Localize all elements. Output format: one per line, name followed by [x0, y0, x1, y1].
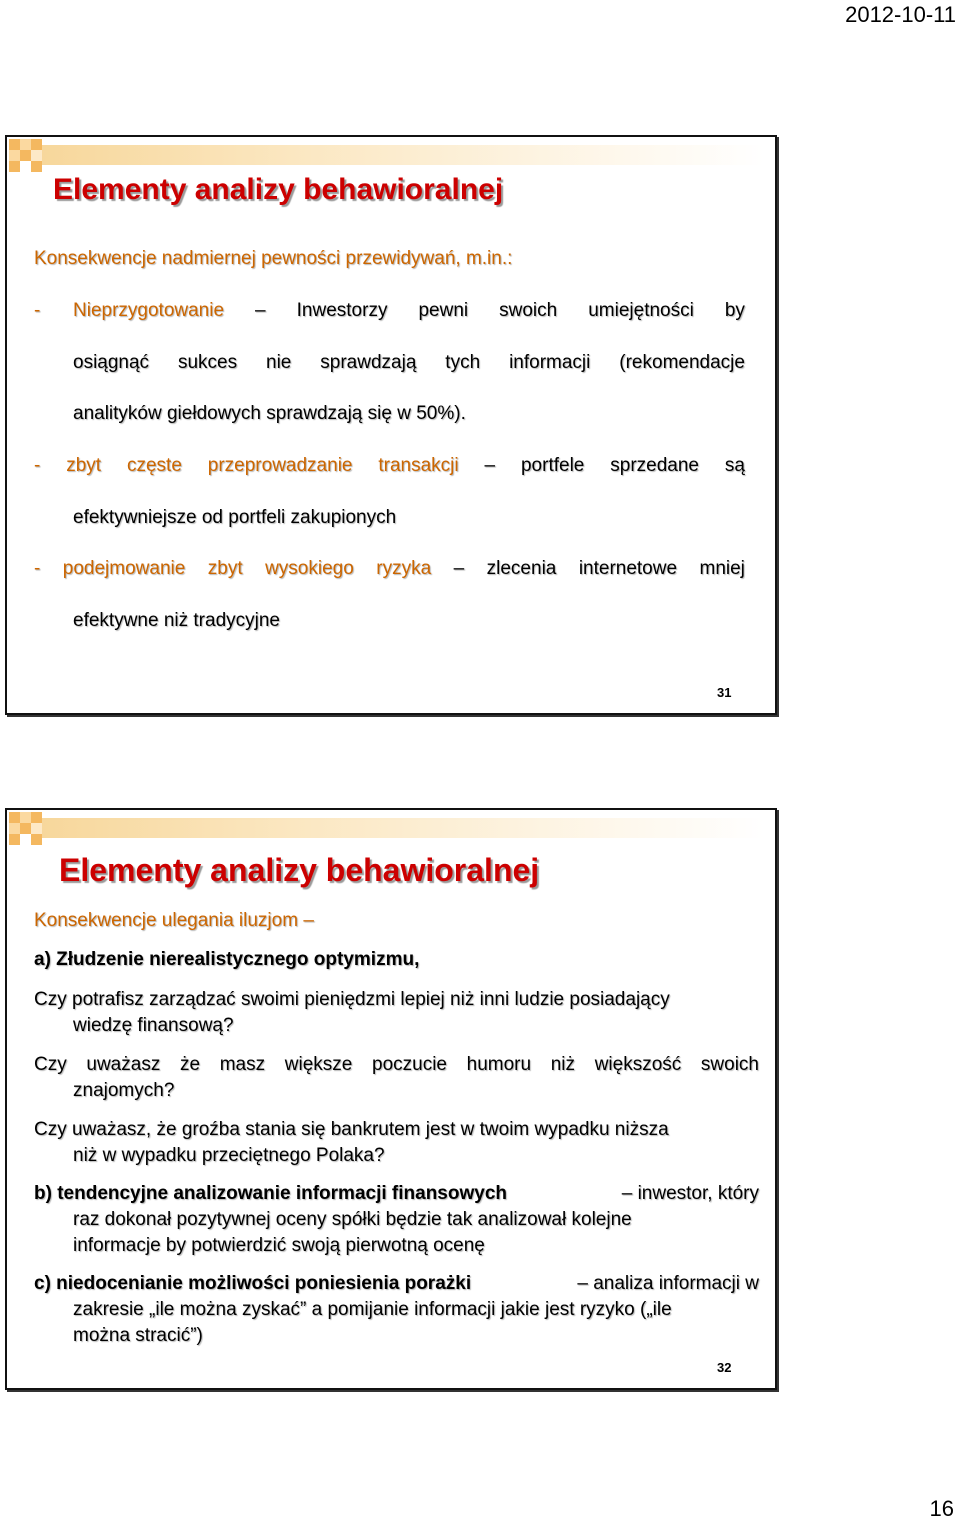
slide-31 — [5, 135, 777, 715]
item-separator: – — [255, 300, 266, 321]
word: umiejętności — [588, 300, 694, 321]
word: że — [179, 1054, 201, 1075]
word: nie — [266, 352, 292, 373]
word: podejmowanie — [62, 558, 186, 579]
word: Czy — [34, 1054, 67, 1075]
slide-title: Elementy analizy behawioralnej — [53, 173, 504, 206]
word: niż — [550, 1054, 576, 1075]
word: portfele — [520, 455, 585, 476]
word: są — [724, 455, 745, 476]
section-c-text: – analiza informacji w — [577, 1273, 759, 1294]
question-3 — [34, 1117, 759, 1169]
question-line: wiedzę finansową? — [73, 1015, 234, 1036]
bullet-dash: - — [34, 455, 41, 476]
question-1 — [34, 987, 759, 1039]
slide-subtitle: Konsekwencje nadmiernej pewności przewidywań, m.in.: — [34, 248, 513, 269]
question-line: Czy uważasz, że groźba stania się bankrutem jest w twoim wypadku niższa — [34, 1119, 669, 1140]
word: większe — [284, 1054, 353, 1075]
bullet-dash: - — [34, 300, 41, 321]
word: zbyt — [66, 455, 102, 476]
section-b-line: informacje by potwierdzić swoją pierwotną ocenę — [73, 1235, 485, 1256]
word: przeprowadzanie — [207, 455, 353, 476]
word: Inwestorzy — [296, 300, 388, 321]
word: większość — [594, 1054, 682, 1075]
question-line: niż w wypadku przeciętnego Polaka? — [73, 1145, 385, 1166]
slide-number: 32 — [717, 1360, 732, 1375]
page-number: 16 — [929, 1496, 954, 1521]
item-text-line: analityków giełdowych sprawdzają się w 50%). — [73, 403, 466, 424]
word: ryzyka — [376, 558, 432, 579]
word: swoich — [700, 1054, 759, 1075]
item-separator: – — [453, 558, 465, 579]
question-line: znajomych? — [73, 1080, 175, 1101]
word: zbyt — [207, 558, 243, 579]
word: wysokiego — [265, 558, 354, 579]
word: zlecenia — [486, 558, 557, 579]
word: informacji — [509, 352, 591, 373]
word: (rekomendacje — [619, 352, 745, 373]
item-separator: – — [484, 455, 496, 476]
question-2 — [34, 1052, 759, 1104]
section-b-label: b) tendencyjne analizowanie informacji finansowych — [34, 1183, 507, 1204]
word: uważasz — [86, 1054, 161, 1075]
word: pewni — [418, 300, 469, 321]
question-line: Czy potrafisz zarządzać swoimi pieniędzmi lepiej niż inni ludzie posiadający — [34, 989, 670, 1010]
section-c-line: można stracić”) — [73, 1325, 203, 1346]
word: transakcji — [378, 455, 459, 476]
word: internetowe — [578, 558, 678, 579]
slide-subtitle: Konsekwencje ulegania iluzjom – — [34, 910, 314, 931]
section-c-label: c) niedocenianie możliwości poniesienia porażki — [34, 1273, 472, 1294]
word: masz — [219, 1054, 266, 1075]
slide-number: 31 — [717, 685, 732, 700]
section-c — [34, 1271, 759, 1349]
word: tych — [445, 352, 481, 373]
word: sukces — [177, 352, 238, 373]
word: humoru — [466, 1054, 532, 1075]
word: sprzedane — [610, 455, 699, 476]
section-c-line: zakresie „ile można zyskać” a pomijanie informacji jakie jest ryzyko („ile — [73, 1299, 672, 1320]
bullet-dash: - — [34, 558, 41, 579]
word: poczucie — [372, 1054, 447, 1075]
slide-32 — [5, 808, 777, 1390]
page-date: 2012-10-11 — [845, 2, 956, 27]
section-b-text: – inwestor, który — [621, 1183, 759, 1204]
item-term: Nieprzygotowanie — [73, 300, 225, 321]
section-b — [34, 1181, 759, 1259]
word: mniej — [699, 558, 745, 579]
word: sprawdzają — [320, 352, 417, 373]
section-b-line: raz dokonał pozytywnej oceny spółki będzie tak analizował kolejne — [73, 1209, 632, 1230]
word: by — [724, 300, 745, 321]
word: częste — [126, 455, 182, 476]
corner-decoration — [9, 812, 769, 852]
section-a-heading: a) Złudzenie nierealistycznego optymizmu, — [34, 949, 420, 970]
word: swoich — [499, 300, 558, 321]
question-line — [34, 1052, 759, 1078]
item-text-line: efektywniejsze od portfeli zakupionych — [73, 507, 397, 528]
slide-title: Elementy analizy behawioralnej — [59, 852, 540, 888]
word: osiągnąć — [73, 352, 150, 373]
item-text-line: efektywne niż tradycyjne — [73, 610, 280, 631]
